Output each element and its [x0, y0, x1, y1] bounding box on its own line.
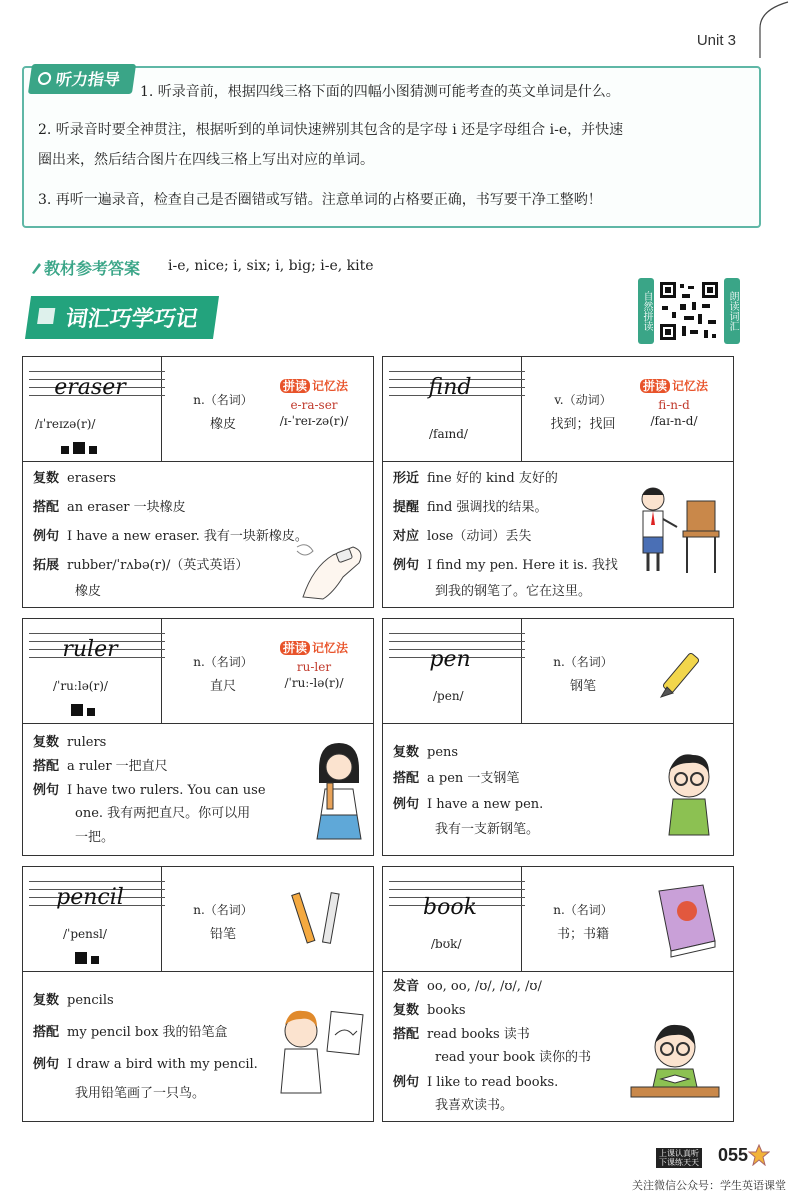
- row-find-3: 对应 lose（动词）丢失: [393, 528, 532, 544]
- section-title: 词汇巧学巧记: [25, 296, 219, 339]
- row-book-4: read your book 读你的书: [435, 1050, 591, 1065]
- row-pencil-4: 我用铅笔画了一只鸟。: [75, 1086, 206, 1101]
- star-icon: [748, 1144, 770, 1166]
- page-corner-decoration: [730, 0, 800, 60]
- book-cover-icon: [653, 881, 721, 961]
- row-find-2: 提醒 find 强调找的结果。: [393, 499, 548, 515]
- wechat-footer: 关注微信公众号：学生英语课堂: [632, 1180, 786, 1192]
- row-ruler-4: one. 我有两把直尺。你可以用: [75, 806, 251, 821]
- pencil-icon: [30, 261, 42, 275]
- qr-code-icon: [658, 280, 720, 342]
- pos-pen: n.（名词）: [553, 655, 613, 669]
- card-find: [382, 356, 734, 608]
- row-book-2: 复数 books: [393, 1002, 466, 1018]
- boy-drawing-illustration: [275, 995, 367, 1095]
- word-pen: pen: [429, 647, 471, 672]
- row-book-1: 发音 oo, oo, /ʊ/, /ʊ/, /ʊ/: [393, 978, 542, 994]
- qr-label-right: 朗读词汇: [724, 278, 740, 344]
- word-find: find: [428, 375, 472, 400]
- phonetic-eraser: /ɪˈreɪzə(r)/: [35, 417, 96, 431]
- book-icon: [37, 308, 55, 324]
- guidance-line-4: 3. 再听一遍录音，检查自己是否圈错或写错。注意单词的占格要正确，书写要干净工整哟！: [38, 192, 602, 208]
- row-book-3: 搭配 read books 读书: [393, 1026, 530, 1042]
- answer-text: i-e, nice; i, six; i, big; i-e, kite: [168, 258, 374, 274]
- hand-eraser-illustration: [293, 537, 367, 601]
- row-ruler-3: 例句 I have two rulers. You can use: [33, 782, 266, 798]
- row-ruler-2: 搭配 a ruler 一把直尺: [33, 758, 168, 774]
- row-pencil-2: 搭配 my pencil box 我的铅笔盒: [33, 1024, 228, 1040]
- cn-ruler: 直尺: [209, 679, 236, 694]
- row-book-5: 例句 I like to read books.: [393, 1074, 559, 1090]
- qr-label-left: 自然拼读: [638, 278, 654, 344]
- pos-pencil: n.（名词）: [193, 903, 253, 917]
- page-number: 055: [717, 1145, 748, 1165]
- footer-slogan-badge: 上课认真听 下课练天天: [656, 1148, 702, 1168]
- row-pen-2: 搭配 a pen 一支钢笔: [393, 770, 520, 786]
- word-eraser: eraser: [54, 375, 126, 400]
- row-eraser-2: 搭配 an eraser 一块橡皮: [33, 499, 186, 515]
- tag-dot-icon: [37, 72, 52, 85]
- boy-glasses-illustration: [663, 747, 719, 837]
- row-pencil-3: 例句 I draw a bird with my pencil.: [33, 1056, 258, 1072]
- row-pen-1: 复数 pens: [393, 744, 459, 760]
- boy-chair-illustration: [633, 481, 725, 577]
- unit-label: Unit 3: [696, 32, 736, 49]
- word-pencil: pencil: [56, 885, 124, 910]
- row-eraser-5: 橡皮: [75, 584, 102, 599]
- row-eraser-4: 拓展 rubber/ˈrʌbə(r)/（英式英语）: [33, 557, 249, 573]
- pos-find: v.（动词）: [554, 393, 612, 407]
- phonetic-pen: /pen/: [433, 689, 464, 703]
- row-find-1: 形近 fine 好的 kind 友好的: [393, 470, 558, 486]
- qr-code-block[interactable]: [638, 278, 740, 346]
- word-ruler: ruler: [62, 637, 118, 662]
- row-find-5: 到我的钢笔了。它在这里。: [435, 584, 592, 599]
- row-pen-4: 我有一支新钢笔。: [435, 822, 540, 837]
- row-pencil-1: 复数 pencils: [33, 992, 114, 1008]
- row-eraser-3: 例句 I have a new eraser. 我有一块新橡皮。: [33, 528, 308, 544]
- memory-method-find: 拼读 记忆法 fi-n-d /faɪ-n-d/: [619, 377, 729, 428]
- stress-marks-eraser: [61, 439, 101, 458]
- memory-method-eraser: 拼读 记忆法 e-ra-ser /ɪ-ˈreɪ-zə(r)/: [279, 379, 349, 428]
- word-book: book: [423, 895, 477, 920]
- answer-label: 教材参考答案: [30, 256, 140, 279]
- row-pen-3: 例句 I have a new pen.: [393, 796, 544, 812]
- card-pencil: [22, 866, 374, 1122]
- pos-ruler: n.（名词）: [193, 655, 253, 669]
- row-eraser-1: 复数 erasers: [33, 470, 116, 486]
- row-book-6: 我喜欢读书。: [435, 1098, 514, 1113]
- cn-eraser: 橡皮: [209, 417, 236, 432]
- listening-guidance-tag: 听力指导: [28, 64, 136, 94]
- card-ruler: [22, 618, 374, 856]
- guidance-line-1: 1. 听录音前，根据四线三格下面的四幅小图猜测可能考查的英文单词是什么。: [140, 84, 620, 100]
- phonetic-ruler: /ˈruːlə(r)/: [53, 679, 108, 693]
- card-pen: [382, 618, 734, 856]
- girl-ruler-illustration: [309, 739, 365, 849]
- phonetic-book: /bʊk/: [431, 937, 462, 951]
- row-ruler-5: 一把。: [75, 830, 115, 845]
- fountain-pen-icon: [653, 647, 713, 703]
- boy-reading-illustration: [627, 1017, 723, 1103]
- phonetic-find: /faɪnd/: [429, 427, 468, 441]
- pencils-icon: [291, 887, 351, 959]
- card-eraser: [22, 356, 374, 608]
- row-find-4: 例句 I find my pen. Here it is. 我找: [393, 557, 618, 573]
- card-book: [382, 866, 734, 1122]
- row-ruler-1: 复数 rulers: [33, 734, 107, 750]
- pos-eraser: n.（名词）: [193, 393, 253, 407]
- stress-marks-pencil: [75, 949, 103, 968]
- cn-book: 书；书籍: [556, 927, 609, 942]
- guidance-line-3: 圈出来，然后结合图片在四线三格上写出对应的单词。: [38, 152, 374, 168]
- cn-pencil: 铅笔: [209, 927, 236, 942]
- cn-find: 找到；找回: [550, 417, 616, 432]
- phonetic-pencil: /ˈpensl/: [63, 927, 107, 941]
- stress-marks-ruler: [71, 701, 99, 720]
- cn-pen: 钢笔: [569, 679, 596, 694]
- memory-method-ruler: 拼读 记忆法 ru-ler /ˈruː-lə(r)/: [259, 639, 369, 690]
- guidance-line-2: 2. 听录音时要全神贯注，根据听到的单词快速辨别其包含的是字母 i 还是字母组合 i-e，并快速: [38, 122, 624, 138]
- pos-book: n.（名词）: [553, 903, 613, 917]
